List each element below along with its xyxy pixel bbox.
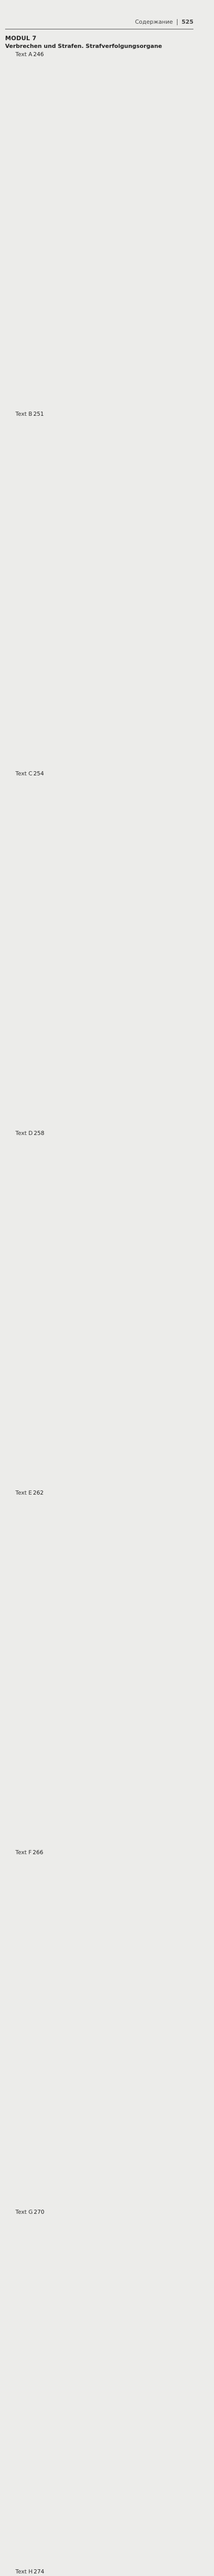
running-head (135, 19, 194, 25)
toc-entry-label: Text C (15, 770, 32, 777)
toc-module (5, 34, 193, 2576)
toc-entry (5, 50, 193, 410)
toc-entry-page: 251 (33, 411, 44, 418)
toc-entry-label: Text E (15, 1489, 32, 1497)
table-of-contents (5, 31, 193, 2576)
toc-entry-page: 270 (33, 2209, 45, 2216)
toc-entry (5, 1489, 193, 1849)
toc-entry-page: 266 (32, 1849, 44, 1856)
module-subtitle-line: Verbrechen und Strafen. Strafverfolgungsorgane (5, 43, 163, 49)
toc-entry-page: 254 (33, 770, 44, 777)
toc-entry-page: 246 (33, 51, 44, 58)
toc-entry-label: Text B (15, 411, 32, 418)
toc-entry-label: Text A (15, 51, 32, 58)
toc-entry-label: Text D (15, 1130, 33, 1137)
toc-entry-page: 274 (33, 2568, 44, 2575)
toc-entry (5, 410, 193, 770)
toc-entry-label: Text H (15, 2568, 33, 2575)
running-head-title: Содержание (135, 19, 173, 25)
toc-entry-label: Text G (15, 2209, 33, 2216)
toc-entry-label: Text F (15, 1849, 32, 1856)
toc-entry (5, 2208, 193, 2568)
toc-entry-page: 258 (33, 1130, 45, 1137)
page-number: 525 (182, 19, 193, 25)
toc-entry-page: 262 (33, 1489, 44, 1497)
toc-entry (5, 1129, 193, 1489)
module-title: MODUL 7 (5, 35, 37, 42)
toc-entry (5, 2568, 193, 2576)
toc-entry (5, 770, 193, 1129)
toc-entry (5, 1849, 193, 2208)
